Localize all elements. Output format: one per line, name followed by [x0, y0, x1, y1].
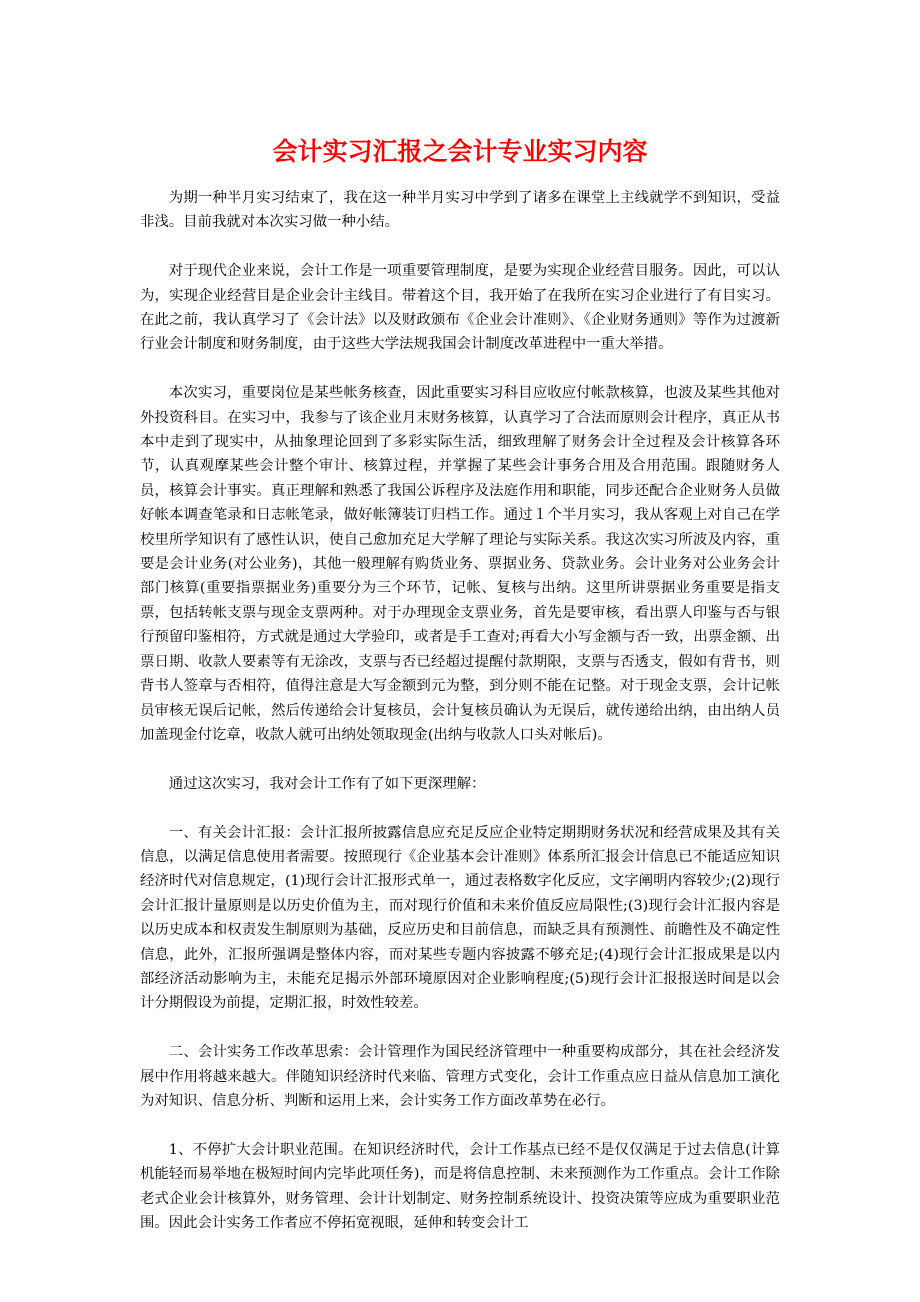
document-title: 会计实习汇报之会计专业实习内容: [272, 137, 648, 166]
document-body: [140, 186, 780, 1260]
paragraph-expand-scope: 1、不停扩大会计职业范围。在知识经济时代，会计工作基点已经不是仅仅满足于过去信息(计算机能轻而易举地在极短时间内完毕此项任务)，而是将信息控制、未来预测作为工作重点。会计工作除老式企业会计核算外，财务管理、会计计划制定、财务控制系统设计、投资决策等应成为重要职业范围。因此会计实务工作者应不停拓宽视眼，延伸和转变会计工: [140, 1141, 780, 1231]
paragraph-accounting-report: 一、有关会计汇报：会计汇报所披露信息应充足反应企业特定期期财务状况和经营成果及其有关信息，以满足信息使用者需要。按照现行《企业基本会计准则》体系所汇报会计信息已不能适应知识经济时代对信息规定，(1)现行会计汇报形式单一，通过表格数字化反应，文字阐明内容较少;(2)现行会计汇报计量原则是以历史价值为主，而对现行价值和未来价值反应局限性;(3)现行会计汇报内容是以历史成本和权责发生制原则为基础，反应历史和目前信息，而缺乏具有预测性、前瞻性及不确定性信息，此外，汇报所强调是整体内容，而对某些专题内容披露不够充足;(4)现行会计汇报成果是以内部经济活动影响为主，未能充足揭示外部环境原因对企业影响程度;(5)现行会计汇报报送时间是以会计分期假设为前提，定期汇报，时效性较差。: [140, 824, 780, 1012]
paragraph-understanding-intro: 通过这次实习，我对会计工作有了如下更深理解：: [168, 775, 486, 792]
paragraph-internship-content: 本次实习，重要岗位是某些帐务核查，因此重要实习科目应收应付帐款核算，也波及某些其他对外投资科目。在实习中，我参与了该企业月末财务核算，认真学习了合法而原则会计程序，真正从书本中走到了现实中，从抽象理论回到了多彩实际生活，细致理解了财务会计全过程及会计核算各环节，认真观摩某些会计整个审计、核算过程，并掌握了某些会计事务合用及合用范围。跟随财务人员，核算会计事实。真正理解和熟悉了我国公诉程序及法庭作用和职能，同步还配合企业财务人员做好帐本调查笔录和日志帐笔录，做好帐簿装订归档工作。通过１个半月实习，我从客观上对自己在学校里所学知识有了感性认识，使自己愈加充足大学解了理论与实际关系。我这次实习所波及内容，重要是会计业务(对公业务)，其他一般理解有购货业务、票据业务、贷款业务。会计业务对公业务会计部门核算(重要指票据业务)重要分为三个环节，记帐、复核与出纳。这里所讲票据业务重要是指支票，包括转帐支票与现金支票两种。对于办理现金支票业务，首先是要审核，看出票人印鉴与否与银行预留印鉴相符，方式就是通过大学验印，或者是手工查对;再看大小写金额与否一致，出票金额、出票日期、收款人要素等有无涂改，支票与否已经超过提醒付款期限，支票与否透支，假如有背书，则背书人签章与否相符，值得注意是大写金额到元为整，到分则不能在记整。对于现金支票，会计记帐员审核无误后记帐，然后传递给会计复核员，会计复核员确认为无误后，就传递给出纳，由出纳人员加盖现金付讫章，收款人就可出纳处领取现金(出纳与收款人口头对帐后)。: [140, 385, 780, 743]
paragraph-reform-thoughts: 二、会计实务工作改革思索：会计管理作为国民经济管理中一种重要构成部分，其在社会经济发展中作用将越来越大。伴随知识经济时代来临、管理方式变化，会计工作重点应日益从信息加工演化为对知识、信息分析、判断和运用上来，会计实务工作方面改革势在必行。: [140, 1044, 780, 1109]
paragraph-background: 对于现代企业来说，会计工作是一项重要管理制度，是要为实现企业经营目服务。因此，可以认为，实现企业经营目是企业会计主线目。带着这个目，我开始了在我所在实习企业进行了有目实习。在此之前，我认真学习了《会计法》以及财政颁布《企业会计准则》、《企业财务通则》等作为过渡新行业会计制度和财务制度，由于这些大学法规我国会计制度改革进程中一重大举措。: [140, 263, 780, 353]
paragraph-intro: 为期一种半月实习结束了，我在这一种半月实习中学到了诸多在课堂上主线就学不到知识，受益非浅。目前我就对本次实习做一种小结。: [140, 190, 780, 231]
